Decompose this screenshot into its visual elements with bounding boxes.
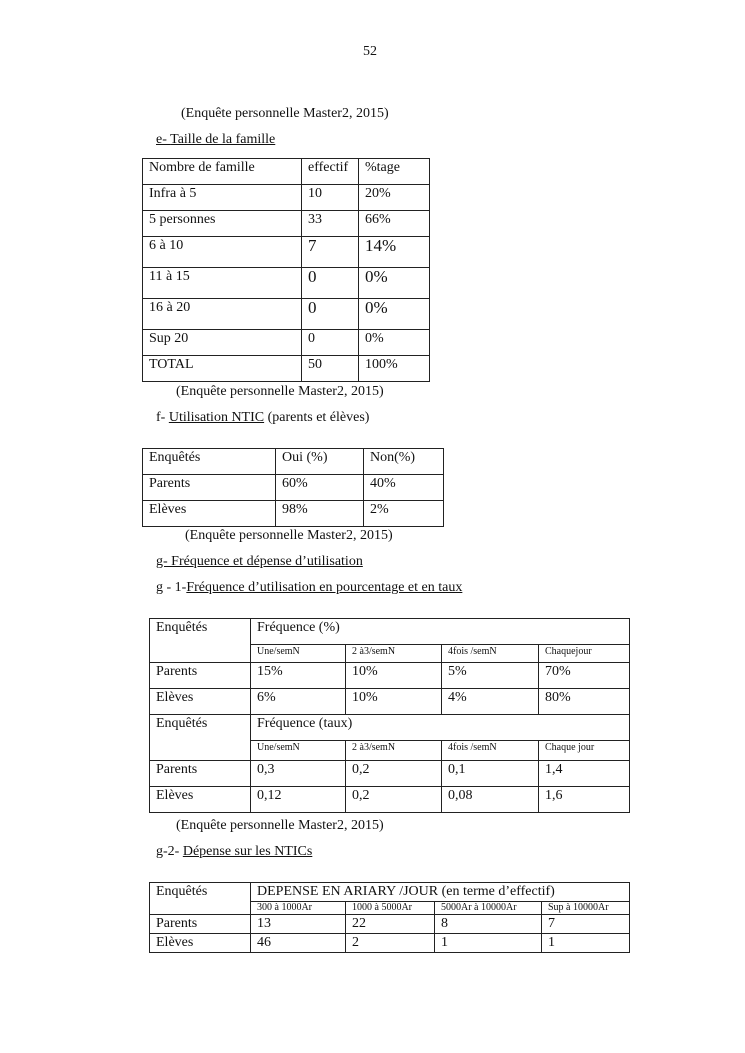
- table-subheader: Une/semN: [251, 645, 346, 663]
- table-header: Enquêtés: [143, 449, 276, 475]
- section-f-suffix: (parents et élèves): [264, 410, 370, 425]
- table-header: Enquêtés: [150, 883, 251, 915]
- table-subheader: Une/semN: [251, 741, 346, 761]
- table-cell: TOTAL: [143, 356, 302, 382]
- table-cell: 0%: [359, 268, 430, 299]
- table-cell: 50: [302, 356, 359, 382]
- table-cell: 8: [435, 915, 542, 934]
- table-cell: 0%: [359, 299, 430, 330]
- table-subheader: 300 à 1000Ar: [251, 902, 346, 915]
- table-cell: 1: [542, 934, 630, 953]
- table-cell: 0: [302, 330, 359, 356]
- table-cell: 0,12: [251, 787, 346, 813]
- section-f-prefix: f-: [156, 410, 169, 425]
- table-cell: 1,6: [539, 787, 630, 813]
- table-cell: 16 à 20: [143, 299, 302, 330]
- family-size-table: [142, 158, 430, 382]
- table-cell: 0%: [359, 330, 430, 356]
- table-cell: 5 personnes: [143, 211, 302, 237]
- table-cell: 22: [346, 915, 435, 934]
- table-cell: 2%: [364, 501, 444, 527]
- table-cell: Parents: [150, 761, 251, 787]
- table-header: effectif: [302, 159, 359, 185]
- table-cell: 2: [346, 934, 435, 953]
- table-cell: 0,2: [346, 761, 442, 787]
- table-cell: 40%: [364, 475, 444, 501]
- table-cell: 7: [302, 237, 359, 268]
- table-cell: 5%: [442, 663, 539, 689]
- section-e-heading: [156, 132, 275, 148]
- table-subheader: 4fois /semN: [442, 645, 539, 663]
- source-caption: (Enquête personnelle Master2, 2015): [181, 106, 389, 121]
- table-cell: Elèves: [143, 501, 276, 527]
- table-header: Nombre de famille: [143, 159, 302, 185]
- table-header: Fréquence (%): [251, 619, 630, 645]
- frequency-table: [149, 618, 630, 813]
- source-caption: (Enquête personnelle Master2, 2015): [176, 818, 384, 833]
- table-subheader: Sup à 10000Ar: [542, 902, 630, 915]
- table-cell: 100%: [359, 356, 430, 382]
- table-header: Enquêtés: [150, 715, 251, 761]
- table-subheader: 2 à3/semN: [346, 645, 442, 663]
- table-cell: 0,3: [251, 761, 346, 787]
- table-cell: 7: [542, 915, 630, 934]
- section-g-heading: g- Fréquence et dépense d’utilisation: [156, 554, 363, 569]
- table-cell: 0: [302, 299, 359, 330]
- table-cell: 13: [251, 915, 346, 934]
- table-cell: 11 à 15: [143, 268, 302, 299]
- table-subheader: Chaque jour: [539, 741, 630, 761]
- table-cell: Elèves: [150, 787, 251, 813]
- table-header: Fréquence (taux): [251, 715, 630, 741]
- table-header: Enquêtés: [150, 619, 251, 663]
- table-cell: 6 à 10: [143, 237, 302, 268]
- table-cell: Elèves: [150, 689, 251, 715]
- table-cell: 0,08: [442, 787, 539, 813]
- table-cell: 66%: [359, 211, 430, 237]
- source-caption: (Enquête personnelle Master2, 2015): [185, 528, 393, 543]
- table-header: %tage: [359, 159, 430, 185]
- table-cell: 70%: [539, 663, 630, 689]
- table-subheader: 5000Ar à 10000Ar: [435, 902, 542, 915]
- table-cell: 0: [302, 268, 359, 299]
- table-cell: Parents: [150, 915, 251, 934]
- table-cell: 10: [302, 185, 359, 211]
- table-cell: 1,4: [539, 761, 630, 787]
- section-e-title: Taille de la famille: [170, 132, 276, 147]
- ntic-usage-table: [142, 448, 444, 527]
- table-cell: 4%: [442, 689, 539, 715]
- section-g1-title: Fréquence d’utilisation en pourcentage et en taux: [186, 580, 463, 595]
- table-cell: 80%: [539, 689, 630, 715]
- table-header: Non(%): [364, 449, 444, 475]
- table-cell: Parents: [150, 663, 251, 689]
- table-cell: 0,2: [346, 787, 442, 813]
- table-cell: 20%: [359, 185, 430, 211]
- table-cell: 6%: [251, 689, 346, 715]
- table-cell: 15%: [251, 663, 346, 689]
- section-g1-heading: [156, 580, 462, 596]
- table-cell: 98%: [276, 501, 364, 527]
- section-g2-title: Dépense sur les NTICs: [182, 844, 313, 859]
- page-number: 52: [363, 44, 377, 59]
- source-caption: (Enquête personnelle Master2, 2015): [176, 384, 384, 399]
- section-g2-heading: [156, 844, 312, 860]
- table-cell: 0,1: [442, 761, 539, 787]
- section-f-title: Utilisation NTIC: [168, 410, 265, 425]
- table-cell: 10%: [346, 663, 442, 689]
- section-e-prefix: e-: [156, 132, 171, 147]
- table-cell: 14%: [359, 237, 430, 268]
- section-g2-prefix: g-2-: [156, 844, 183, 859]
- table-subheader: 4fois /semN: [442, 741, 539, 761]
- table-subheader: 1000 à 5000Ar: [346, 902, 435, 915]
- table-header: Oui (%): [276, 449, 364, 475]
- table-cell: Parents: [143, 475, 276, 501]
- table-subheader: 2 à3/semN: [346, 741, 442, 761]
- table-cell: 33: [302, 211, 359, 237]
- table-cell: 60%: [276, 475, 364, 501]
- expense-table: [149, 882, 630, 953]
- table-cell: 1: [435, 934, 542, 953]
- section-g1-prefix: g - 1-: [156, 580, 187, 595]
- table-cell: Sup 20: [143, 330, 302, 356]
- table-cell: 10%: [346, 689, 442, 715]
- table-cell: Elèves: [150, 934, 251, 953]
- table-subheader: Chaquejour: [539, 645, 630, 663]
- section-f-heading: [156, 410, 369, 426]
- table-cell: Infra à 5: [143, 185, 302, 211]
- table-header: DEPENSE EN ARIARY /JOUR (en terme d’effectif): [251, 883, 630, 902]
- table-cell: 46: [251, 934, 346, 953]
